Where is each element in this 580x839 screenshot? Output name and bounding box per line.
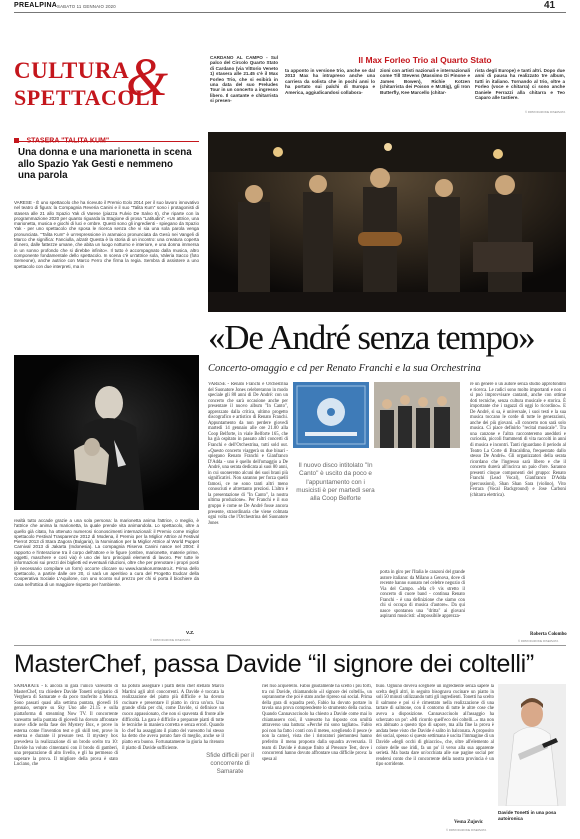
marionette-photo bbox=[14, 355, 199, 510]
left-story-credit: © RIPRODUZIONE RISERVATA bbox=[150, 638, 191, 642]
concert-photo-art bbox=[208, 132, 566, 312]
issue-date: SABATO 11 GENNAIO 2020 bbox=[57, 3, 116, 9]
main-col1: VARESE - Renato Franchi e Orchestrina del Suonatore Jones celebreranno in modo speciale gli 80 anni di De André: con un concerto che sarà occasione anche per presentare il nuovo album "In Canto", apprezzato dalla critica, ultimo progetto discografico e artistico di Renato Franchi. Appuntamento da non perdere giovedì martedì 14 gennaio alle ore 21.00 alla Coop Belforte, in viale Belforte 165, che ha già ospitato in passato altri concerti di Franchi e dell'Orchestrina, tutti sold out. «Questo concerto viaggerà su due binari - spiegano Renato Franchi e Gianfranco D'Adda - uno è quello dell'omaggio a De André, una serata dedicata ai suoi 80 anni, in cui suoneremo alcuni dei suoi brani più significativi. Non saranno per forza quelli famosi, ce ne sono tanti altri meno conosciuti e altrettanto preziosi. L'altro è la presentazione di "In Canto", la nostra ultima produzione». Per Franchi e il suo gruppo è come se De André fosse ancora presente, straordinaria che viene colmata ogni volta che l'Orchestrina del Suonatore Jones bbox=[208, 382, 288, 526]
bottom-signature: Vesna Zujovic bbox=[454, 820, 484, 825]
davide-photo bbox=[498, 684, 566, 806]
bottom-col1: SAMARATE - È ancora in gara l'unico varesotto di MasterChef, tra chiedere Davide Tonetti originario di Verghera di Samarate e da poco trasferito a Monza. Sono passati quasi alla settima puntata, giovedì 16 gennaio, sempre su Sky Uno alle 21.15 e sulla piattaforma di streaming Now TV. Il concorrente varesotto nella puntata di giovedì ha dovuto affrontare nuove sfide nella fase dei Mystery Box, e prove in esterna come l'invention test e gli skill test, prove in esterna e durante il pressure test. Il mystery box prevedeva la realizzazione di un brodo scelto tra 10: Davide ha voluto cimentarsi con il brodo di gamberi, una preparazione di alto livello, e gli ha permesso di superare la prova. Il migliore della prova è stato Luciano, che bbox=[14, 684, 118, 768]
marionette-photo-art bbox=[14, 355, 199, 510]
band-photo-art bbox=[374, 382, 460, 448]
top-story-col2: zioni con artisti nazionali e internazionali come Till Stevens (Massimo Di Pinone e James Bowen), Richie Kotzen (chitarrista dei Poison e Mr.Big), gli Iron Butterfly, Kee Marcello (chitar- bbox=[380, 68, 470, 95]
bottom-col3: riel riso acquerello. Fabio giustamente ha scelto i più forti, tra cui Davide, chiamandolo «il signore dei coltelli», un soprannome che poi è stato anche ripreso sui social. Prima della gara di squadra però, Fabio ha dovuto portare in tavola una prova comprendente lo strumento della cucina. Quando Cannavacciuolo ha chiesto a Davide come mai lo chiamassero così, il varesotto ha risposto con umiltà attraverso una battuta: «Perché mi sono tagliato». Fabio poi non ha fatto i conti con il meteo, scegliendo il pesce (e non la carne), vista che i ristoratori piemontesi hanno preferito il menu proposto dalla squadra avversaria. Il team di Davide è dunque finito al Pressure Test, dove i concorrenti hanno dovuto affrontare una difficile prova: la spesa al bbox=[262, 684, 372, 762]
left-story-title: Una donna e una marionetta in scena allo Spazio Yak Gesti e nemmeno una parola bbox=[18, 147, 192, 181]
left-story-signature: V.Z. bbox=[186, 631, 195, 636]
left-story-body-top: VARESE - È uno spettacolo che ha ricevuto il Premio Eolo 2014 per il suo lavoro innovativo nel teatro di figura: la Compagnia Reveria Canini e il suo "Talita Kum" sono i protagonisti di stasera alle 21 allo Spazio Yak di Varese (piazza Fulvio De Salvo 6), che riparte con la programmazione 2020 per quanto riguarda la Stagione di prosa "Latitudini". «Un attrice, una marionetta, musica e giochi di luci e ombre. Questi sono gli ingredienti - spiegano da Spazio Yak - per uno spettacolo che sposa le ricerca senza che vi sia una sola parola venga pronunciata. "Talita Kum" è un'espressione in aramaico pronunciata da Gesù nei Vangeli di Marco che significa: Fanciulla, alzati! Questa è la storia di un incontro: una creatura coperta di nero, dalle fattezze umane, che abita un luogo notturno e interiore, e una donna immersa in un sonno profondo che si direbbe infinito». Il tutto è accompagnato dalla musica, altro componente fondamentale dello spettacolo. In scena c'è un'attrice sola, Valeria Sacco (foto Semeone), anche autrice con Marco Ferro che firma la regia. Sembra di assistere a uno spettacolo con due interpreti, ma in bbox=[14, 200, 199, 269]
bottom-divider bbox=[14, 645, 566, 646]
concert-photo bbox=[208, 132, 566, 312]
band-photo bbox=[374, 382, 460, 448]
main-signature: Roberta Colombo bbox=[530, 632, 567, 637]
album-cover-art bbox=[293, 382, 369, 448]
main-pull-quote: Il nuovo disco intitolato "In Canto" è uscito da poco e l'appuntamento con i musicisti è per martedì sera alla Coop Belforte bbox=[296, 462, 375, 503]
top-story-title: Il Max Forleo Trio al Quarto Stato bbox=[358, 55, 492, 65]
top-story-col1: ta apponto in versione trio, anche se dal 2013 Max ha intrapreso anche una carriera da solista che in pochi anni lo ha portato sui palchi di Europa e America, aggiudicandosi collabora- bbox=[285, 68, 375, 95]
left-story-body-bottom: realtà tutto accade grazie a una sola persona: la marionetta anima l'attrice, o meglio, è l'attrice che anima la marionetta, la quale prende vita animandola. Lo spettacolo, oltre a quello già citato, ha ottenuto numerosi riconoscimenti internazionali: il Premio come miglior spettacolo Festival Trasparenze 2012 di Modena, il Premio per la Miglior Attrice al Festival Pierrot 2013 di Stara Zagora (Bulgaria), la Nomination per la Miglior Attrice al World Puppet Carnival 2013 di Jakarta (Indonesia). La compagnia Riserva Canini nasce nel 2004: il rapporto e l'interazione tra il corpo dell'attore e le figure (ombre, marionette, materie prime, oggetti, maschere e così via) è uno dei loro principali elementi di lavoro. Per tutte le informazioni sui prezzi dei biglietti ed eventuali riduzioni, oltre che per prenotare i propri posti (è necessario compilare un form) occorre cliccare su www.karakorumteatro.it. Prima dello spettacolo, a partire dalle ore 20, ci sarà un aperitivo a cura del Progetto Eudcar della Cooperativa Sociale L'Aquilone, con uno sconto sul prezzo per chi si porta il biochiere da casa nell'ottica di un maggiore rispetto per l'ambiente. bbox=[14, 518, 199, 587]
section-word-cultura: CULTURA bbox=[14, 58, 130, 83]
kicker-rule bbox=[14, 141, 199, 142]
bottom-col2: ha potuto assegnare i piatti dello chef stellato Marco Martini agli altri concorrenti. A Davide è toccata la realizzazione del piatto più difficile e ha dovuto cucinare e presentare il piatto in circa un'ora. Una grande sfida per chi, come Davide, si definisce un cuoco appassionato, che non si spaventa di fronte alle difficoltà. La gara è difficile a preparare piatti di tutte le tecniche in maniera corretta e senza errori. Quando lo chef ha assaggiato il piatto del varesotto lui stesso ha detto che aveva potuto fare di meglio, anche se il piatto era buono. Fortunatamente la giuria ha ritenuto il piatto di Davide sufficiente. bbox=[122, 684, 224, 751]
top-story-col3: rista degli Europe) e tanti altri. Dopo due anni di pausa ha realizzato tre album, tutti in italiano. Tornando al trio, oltre a Forleo (voce e chitarra) ci sono anche Daniele Ferrazzi alla chitarra e Teo Caparo alle tastiere. bbox=[475, 68, 565, 101]
album-cover bbox=[293, 382, 369, 448]
page-header bbox=[0, 0, 580, 14]
main-subhead: Concerto-omaggio e cd per Renato Franchi e la sua Orchestrina bbox=[208, 363, 481, 374]
bottom-headline: MasterChef, passa Davide “il signore dei coltelli” bbox=[14, 650, 534, 678]
main-credit: © RIPRODUZIONE RISERVATA bbox=[518, 639, 559, 643]
brand-logo: PREALPINA bbox=[14, 2, 58, 9]
section-title bbox=[14, 48, 199, 118]
main-col3: re un genere o un autore senza studio approfondito e ricerca. Le radici sono molto importanti e non ci si può improvvisare cantanti, anche con ottime doti tecniche, senza cultura musicale e storica. È importante che i ragazzi di oggi lo ricordino». E De André, si sa, è universale, i suoi testi e la sua musica toccano le corde di tutte le generazioni, anche dei più giovani. «Il concerto non sarà solo musica. Ci piace definirlo "recital musicale". Tra una canzone e l'altra racconteremo aneddoti e curiosità, piccoli frammenti di vita raccolti in anni di musica e incontri. Tanti riguardano il periodo al Teatro La Corte di Bracaldina, frequentato dallo stesso De André». Gli organizzatori della serata ricordano che l'ingresso sarà libero e che il concerto durerà all'incirca un paio d'ore. Saranno presenti cinque componenti del gruppo: Renato Franchi (Lead Vocal), Gianfranco D'Adda (percussioni), Shan Shan Sara (violino), Vito Ferrara (Vocal Background) e Jose Carboni (chitarra elettrica). bbox=[470, 382, 566, 498]
davide-photo-art bbox=[498, 684, 566, 806]
main-col2-bottom: porta in giro per l'Italia le canzoni del grande autore italiano: da Milano a Genova, dove di recente hanno suonato nel celebre negozio di Via del Campo. «Ma c'è vis stretto il concerto di cuore band - continua Renato Franchi - è una definizione che siamo con chi si occupa di musica d'autore». Da qui nasce spontanea una "dritta" ai giovani aspiranti musicisti: «Impossibile apprezza- bbox=[380, 570, 465, 620]
page-number: 41 bbox=[544, 0, 556, 11]
bottom-col4: buio. Ognuno doveva scegliere un ingrediente senza sapere la scelta degli altri, in seguito bisognava cucinare un piatto in soli 50 minuti utilizzando tutti gli ingredienti. Tonetti ha scelto il salmone e poi si è cimentato nella realizzazione di una tartare di salmone, con il contorno di tutte le altre cose che aveva a disposizione. Cannavacciuolo all'assaggio ha scherzato un po': «Mi ricordo quell'eco dei coltelli...» ma non era abituato a questo tipo di sapore, ma alla fine la prova è andata bene visto che Davide è salito in balconata. A proposito dei social, spesso si questo settimana è uscita l'immagine di un Davide «degli occhi di ghiaccio», che, oltre all'elemento al colore delle sue iridi, fa un po' il verso alla sua apparente serietà. Ma basta dare un'occhiata alle sue pagine social per rendersi conto che il concorrente della nostra provincia è un tipo sorridente. bbox=[376, 684, 494, 768]
header-rule bbox=[14, 12, 566, 13]
section-ampersand: & bbox=[126, 47, 169, 107]
davide-caption: Davide Tonetti in una posa autoironica bbox=[498, 810, 557, 821]
main-headline: «De André senza tempo» bbox=[208, 318, 535, 357]
bottom-credit: © RIPRODUZIONE RISERVATA bbox=[446, 828, 487, 832]
bottom-pull-quote: Sfide difficili per il concorrente di Samarate bbox=[200, 752, 260, 776]
section-word-spettacoli: SPETTACOLI bbox=[14, 85, 160, 110]
top-brief: CARDANO AL CAMPO - Sul palco del Circolo Quarto Stato di Cardano (via Vittorio Veneto 1) stasera alle 21.45 c'è il Max Forleo Trio, che si esibirà in una data del suo Preludes Tour in un concerto a ingresso libero. Il cantante e chitarrista si presen- bbox=[210, 55, 278, 104]
top-story-credit: © RIPRODUZIONE RISERVATA bbox=[525, 110, 566, 114]
